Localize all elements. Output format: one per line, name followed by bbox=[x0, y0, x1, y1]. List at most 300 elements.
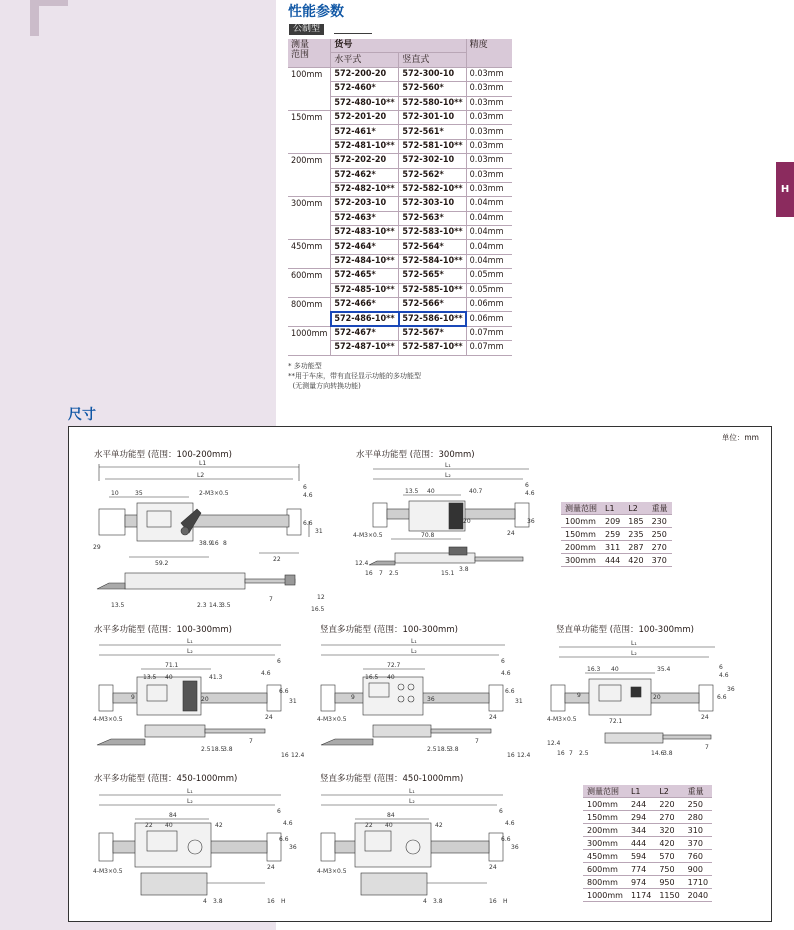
dimension-label: 40 bbox=[611, 666, 619, 673]
dims-cell: 280 bbox=[684, 811, 712, 824]
dimension-label: 9 bbox=[131, 694, 135, 701]
spec-row bbox=[288, 154, 512, 168]
dims-row bbox=[583, 837, 712, 850]
accuracy-cell: 0.03mm bbox=[466, 139, 512, 153]
dimension-label: 36 bbox=[511, 844, 519, 851]
code-h-cell: 572-467* bbox=[331, 326, 399, 340]
dims-row bbox=[583, 863, 712, 876]
dimension-label: 3.8 bbox=[213, 898, 223, 905]
dims-cell: 287 bbox=[624, 541, 647, 554]
code-h-cell: 572-462* bbox=[331, 168, 399, 182]
dimension-label: 16 bbox=[281, 752, 289, 759]
dimension-label: 12 bbox=[317, 594, 325, 601]
dimension-label: 14.6 bbox=[651, 750, 665, 757]
spec-row bbox=[288, 110, 512, 124]
dims-header-cell: 测量范围 bbox=[583, 785, 627, 798]
dims-row bbox=[561, 515, 672, 528]
dimension-label: 42 bbox=[435, 822, 443, 829]
dimension-label: 4 bbox=[203, 898, 207, 905]
accuracy-cell: 0.04mm bbox=[466, 197, 512, 211]
dimension-label: 59.2 bbox=[155, 560, 169, 567]
accuracy-cell: 0.04mm bbox=[466, 226, 512, 240]
dimension-label: 6 bbox=[525, 482, 529, 489]
dimension-label: 8 bbox=[223, 540, 227, 547]
drawing-h-single-300 bbox=[351, 461, 541, 581]
dims-cell: 244 bbox=[627, 798, 655, 811]
dimension-label: L2 bbox=[197, 472, 205, 479]
dimensions-title: 尺寸 bbox=[68, 407, 96, 423]
range-cell: 450mm bbox=[288, 240, 331, 269]
accuracy-cell: 0.06mm bbox=[466, 312, 512, 326]
dims-cell: 294 bbox=[627, 811, 655, 824]
dims-row bbox=[561, 541, 672, 554]
accuracy-cell: 0.07mm bbox=[466, 326, 512, 340]
dimension-label: 31 bbox=[515, 698, 523, 705]
dims-cell: 259 bbox=[601, 528, 624, 541]
header-horizontal: 水平式 bbox=[331, 53, 399, 67]
dimension-label: 2-M3×0.5 bbox=[199, 490, 229, 497]
dimension-label: 4.6 bbox=[283, 820, 293, 827]
dims-cell: 235 bbox=[624, 528, 647, 541]
accuracy-cell: 0.03mm bbox=[466, 96, 512, 110]
dimension-label: 6 bbox=[719, 664, 723, 671]
accuracy-cell: 0.03mm bbox=[466, 168, 512, 182]
dims-header-cell: L1 bbox=[627, 785, 655, 798]
dimension-label: 4.6 bbox=[501, 670, 511, 677]
code-v-cell: 572-564* bbox=[399, 240, 466, 254]
dimension-label: L₂ bbox=[445, 472, 451, 479]
dimension-label: L₂ bbox=[187, 798, 193, 805]
dims-cell: 250 bbox=[684, 798, 712, 811]
code-v-cell: 572-567* bbox=[399, 326, 466, 340]
dimension-label: 4-M3×0.5 bbox=[93, 716, 123, 723]
dimension-label: 2.5 bbox=[201, 746, 211, 753]
code-h-cell: 572-484-10** bbox=[331, 254, 399, 268]
dims-cell: 320 bbox=[655, 824, 683, 837]
code-h-cell: 572-464* bbox=[331, 240, 399, 254]
dimension-label: 4.6 bbox=[303, 492, 313, 499]
dims-cell: 450mm bbox=[583, 850, 627, 863]
dims-row bbox=[583, 811, 712, 824]
dims-cell: 344 bbox=[627, 824, 655, 837]
dimension-label: 24 bbox=[489, 864, 497, 871]
dims-header-cell: 重量 bbox=[648, 502, 672, 515]
dimension-label: 36 bbox=[427, 696, 435, 703]
range-cell: 200mm bbox=[288, 154, 331, 197]
code-v-cell: 572-562* bbox=[399, 168, 466, 182]
dimension-label: 24 bbox=[701, 714, 709, 721]
dimension-label: 6 bbox=[303, 484, 307, 491]
dims-cell: 750 bbox=[655, 863, 683, 876]
spec-row bbox=[288, 326, 512, 340]
dims-cell: 594 bbox=[627, 850, 655, 863]
dimension-label: 4-M3×0.5 bbox=[93, 868, 123, 875]
dimension-label: 12.4 bbox=[517, 752, 531, 759]
code-h-cell: 572-485-10** bbox=[331, 283, 399, 297]
dims-cell: 209 bbox=[601, 515, 624, 528]
dimension-label: 4-M3×0.5 bbox=[317, 716, 347, 723]
drawing-title-5: 竖直单功能型 (范围：100-300mm) bbox=[556, 625, 694, 635]
accuracy-cell: 0.06mm bbox=[466, 298, 512, 312]
dims-row bbox=[583, 889, 712, 902]
dims-cell: 1000mm bbox=[583, 889, 627, 902]
dims-cell: 1710 bbox=[684, 876, 712, 889]
dimension-label: 2.5 bbox=[427, 746, 437, 753]
dimension-label: 7 bbox=[475, 738, 479, 745]
dims-cell: 100mm bbox=[583, 798, 627, 811]
dimension-label: 72.1 bbox=[609, 718, 623, 725]
dimension-label: 16 bbox=[489, 898, 497, 905]
code-h-cell: 572-482-10** bbox=[331, 182, 399, 196]
code-v-cell: 572-560* bbox=[399, 82, 466, 96]
dimension-label: 24 bbox=[267, 864, 275, 871]
dims-cell: 200mm bbox=[583, 824, 627, 837]
dims-row bbox=[561, 528, 672, 541]
dims-cell: 444 bbox=[601, 554, 624, 567]
accuracy-cell: 0.05mm bbox=[466, 269, 512, 283]
dimension-label: 3.8 bbox=[449, 746, 459, 753]
range-cell: 300mm bbox=[288, 197, 331, 240]
dims-cell: 150mm bbox=[583, 811, 627, 824]
dimension-label: 84 bbox=[169, 812, 177, 819]
dimension-label: 6.6 bbox=[505, 688, 515, 695]
dimension-label: 20 bbox=[463, 518, 471, 525]
code-v-cell: 572-585-10** bbox=[399, 283, 466, 297]
code-v-cell: 572-300-10 bbox=[399, 67, 466, 81]
dimension-label: 4.6 bbox=[525, 490, 535, 497]
dims-cell: 150mm bbox=[561, 528, 601, 541]
code-v-cell: 572-587-10** bbox=[399, 341, 466, 355]
dims-cell: 900 bbox=[684, 863, 712, 876]
dimension-label: 40 bbox=[165, 674, 173, 681]
drawing-title-1: 水平单功能型 (范围：100-200mm) bbox=[94, 450, 232, 460]
dimension-label: 16 bbox=[267, 898, 275, 905]
dimension-label: 3.8 bbox=[459, 566, 469, 573]
accuracy-cell: 0.04mm bbox=[466, 211, 512, 225]
dimension-label: H bbox=[503, 898, 508, 905]
dims-header-cell: L2 bbox=[655, 785, 683, 798]
drawing-h-single-100-200 bbox=[89, 461, 329, 617]
dimension-label: 13.5 bbox=[111, 602, 125, 609]
dimension-label: 24 bbox=[489, 714, 497, 721]
dimension-label: 7 bbox=[269, 596, 273, 603]
dimension-label: 4 bbox=[423, 898, 427, 905]
range-cell: 600mm bbox=[288, 269, 331, 298]
code-h-cell: 572-481-10** bbox=[331, 139, 399, 153]
dimension-label: 9 bbox=[351, 694, 355, 701]
accuracy-cell: 0.03mm bbox=[466, 67, 512, 81]
dimension-label: 9 bbox=[577, 692, 581, 699]
dimension-label: L₂ bbox=[187, 648, 193, 655]
code-v-cell: 572-583-10** bbox=[399, 226, 466, 240]
dims-header-cell: L2 bbox=[624, 502, 647, 515]
dims-cell: 185 bbox=[624, 515, 647, 528]
dimension-label: 13.5 bbox=[405, 488, 419, 495]
dims-row bbox=[583, 850, 712, 863]
code-h-cell: 572-200-20 bbox=[331, 67, 399, 81]
drawing-v-multi-450-1000 bbox=[315, 783, 525, 909]
dimension-label: L₂ bbox=[631, 650, 637, 657]
header-code: 货号 bbox=[331, 39, 466, 53]
spec-row bbox=[288, 298, 512, 312]
code-v-cell: 572-582-10** bbox=[399, 182, 466, 196]
dimension-label: 4.6 bbox=[505, 820, 515, 827]
accuracy-cell: 0.05mm bbox=[466, 283, 512, 297]
dims-cell: 444 bbox=[627, 837, 655, 850]
dimension-label: 40 bbox=[387, 674, 395, 681]
dimension-label: 6.6 bbox=[303, 520, 313, 527]
spec-row bbox=[288, 67, 512, 81]
dimension-label: 38.9 bbox=[199, 540, 213, 547]
dimension-label: 36 bbox=[727, 686, 735, 693]
range-cell: 1000mm bbox=[288, 326, 331, 355]
code-h-cell: 572-201-20 bbox=[331, 110, 399, 124]
code-v-cell: 572-561* bbox=[399, 125, 466, 139]
dims-cell: 250 bbox=[648, 528, 672, 541]
dimension-label: 16 bbox=[365, 570, 373, 577]
dims-cell: 1150 bbox=[655, 889, 683, 902]
drawing-title-4: 竖直多功能型 (范围：100-300mm) bbox=[320, 625, 458, 635]
dimension-label: 40.7 bbox=[469, 488, 483, 495]
code-h-cell: 572-461* bbox=[331, 125, 399, 139]
dimension-label: 3.8 bbox=[433, 898, 443, 905]
dimension-label: 31 bbox=[289, 698, 297, 705]
dimension-label: 14.3 bbox=[209, 602, 223, 609]
dimension-label: L₁ bbox=[631, 640, 637, 647]
dimension-label: 7 bbox=[379, 570, 383, 577]
corner-mark-top bbox=[30, 0, 68, 6]
drawing-title-6: 水平多功能型 (范围：450-1000mm) bbox=[94, 774, 238, 784]
dimension-label: L₁ bbox=[187, 788, 193, 795]
dimension-label: 18.5 bbox=[211, 746, 225, 753]
dims-cell: 200mm bbox=[561, 541, 601, 554]
dimension-label: 6 bbox=[277, 808, 281, 815]
dims-cell: 220 bbox=[655, 798, 683, 811]
drawing-h-multi-100-300 bbox=[91, 633, 305, 763]
dimension-label: L₁ bbox=[411, 638, 417, 645]
footnote-3: (无测量方向转换功能) bbox=[288, 382, 361, 390]
drawing-v-single-100-300 bbox=[545, 633, 765, 763]
dims-cell: 310 bbox=[684, 824, 712, 837]
dimension-label: 6 bbox=[501, 658, 505, 665]
dimension-label: 84 bbox=[387, 812, 395, 819]
code-v-cell: 572-563* bbox=[399, 211, 466, 225]
dimension-label: 2.5 bbox=[389, 570, 399, 577]
dimension-label: 12.4 bbox=[291, 752, 305, 759]
drawing-title-7: 竖直多功能型 (范围：450-1000mm) bbox=[320, 774, 464, 784]
code-v-cell: 572-565* bbox=[399, 269, 466, 283]
range-cell: 150mm bbox=[288, 110, 331, 153]
dimension-label: 6.6 bbox=[501, 836, 511, 843]
dims-cell: 800mm bbox=[583, 876, 627, 889]
dims-cell: 270 bbox=[655, 811, 683, 824]
drawing-v-multi-100-300 bbox=[315, 633, 535, 763]
dimension-label: 4-M3×0.5 bbox=[353, 532, 383, 539]
code-v-cell: 572-303-10 bbox=[399, 197, 466, 211]
dims-cell: 230 bbox=[648, 515, 672, 528]
dims-cell: 270 bbox=[648, 541, 672, 554]
dims-row bbox=[583, 824, 712, 837]
section-tab-h[interactable]: H bbox=[776, 162, 794, 217]
accuracy-cell: 0.03mm bbox=[466, 110, 512, 124]
spec-row bbox=[288, 240, 512, 254]
dims-cell: 2040 bbox=[684, 889, 712, 902]
dimension-label: 10 bbox=[111, 490, 119, 497]
accuracy-cell: 0.04mm bbox=[466, 254, 512, 268]
dimension-label: 6.6 bbox=[279, 688, 289, 695]
dimension-label: 16 bbox=[557, 750, 565, 757]
dimension-label: 7 bbox=[705, 744, 709, 751]
dimension-label: 2.5 bbox=[579, 750, 589, 757]
drawing-title-3: 水平多功能型 (范围：100-300mm) bbox=[94, 625, 232, 635]
dimension-label: 16.5 bbox=[311, 606, 325, 613]
dimension-label: 22 bbox=[273, 556, 281, 563]
accuracy-cell: 0.03mm bbox=[466, 125, 512, 139]
code-h-cell: 572-465* bbox=[331, 269, 399, 283]
dimension-label: 2.3 bbox=[197, 602, 207, 609]
dimension-label: 22 bbox=[365, 822, 373, 829]
dimension-label: 12.4 bbox=[547, 740, 561, 747]
code-h-cell: 572-466* bbox=[331, 298, 399, 312]
dimensions-box bbox=[68, 426, 772, 922]
dimension-label: 15.1 bbox=[441, 570, 455, 577]
dims-cell: 420 bbox=[624, 554, 647, 567]
dimension-label: L₁ bbox=[187, 638, 193, 645]
code-h-cell: 572-203-10 bbox=[331, 197, 399, 211]
dimension-label: 7 bbox=[569, 750, 573, 757]
dimension-label: 20 bbox=[201, 696, 209, 703]
dimension-label: 3.8 bbox=[663, 750, 673, 757]
dims-header-cell: L1 bbox=[601, 502, 624, 515]
code-v-cell: 572-584-10** bbox=[399, 254, 466, 268]
unit-label: 单位：mm bbox=[721, 433, 759, 442]
accuracy-cell: 0.03mm bbox=[466, 82, 512, 96]
dimension-label: 6 bbox=[499, 808, 503, 815]
dimension-label: L₁ bbox=[445, 462, 451, 469]
dimension-label: 36 bbox=[289, 844, 297, 851]
code-v-cell: 572-580-10** bbox=[399, 96, 466, 110]
dimension-label: L₂ bbox=[411, 648, 417, 655]
dims-cell: 370 bbox=[684, 837, 712, 850]
dimension-label: 4-M3×0.5 bbox=[547, 716, 577, 723]
code-v-cell: 572-301-10 bbox=[399, 110, 466, 124]
dimension-label: 3.8 bbox=[223, 746, 233, 753]
drawing-h-multi-450-1000 bbox=[91, 783, 301, 909]
code-v-cell: 572-581-10** bbox=[399, 139, 466, 153]
dims-cell: 570 bbox=[655, 850, 683, 863]
dimension-label: 13.5 bbox=[143, 674, 157, 681]
dimension-label: L1 bbox=[199, 460, 207, 467]
dimension-label: 35 bbox=[135, 490, 143, 497]
dims-cell: 974 bbox=[627, 876, 655, 889]
dims-cell: 311 bbox=[601, 541, 624, 554]
dimension-label: 35.4 bbox=[657, 666, 671, 673]
spec-table bbox=[288, 39, 512, 356]
dims-cell: 950 bbox=[655, 876, 683, 889]
dimension-label: 40 bbox=[427, 488, 435, 495]
dims-header-cell: 测量范围 bbox=[561, 502, 601, 515]
dims-cell: 370 bbox=[648, 554, 672, 567]
dims-row bbox=[561, 554, 672, 567]
dimension-label: 6.6 bbox=[279, 836, 289, 843]
range-cell: 800mm bbox=[288, 298, 331, 327]
spec-row bbox=[288, 269, 512, 283]
dimension-label: 71.1 bbox=[165, 662, 179, 669]
dimension-label: 6.6 bbox=[717, 694, 727, 701]
code-h-cell: 572-202-20 bbox=[331, 154, 399, 168]
dimension-label: 6 bbox=[277, 658, 281, 665]
code-v-cell: 572-302-10 bbox=[399, 154, 466, 168]
dims-row bbox=[583, 876, 712, 889]
dims-cell: 300mm bbox=[583, 837, 627, 850]
dimension-label: 16.5 bbox=[365, 674, 379, 681]
dimension-label: 22 bbox=[145, 822, 153, 829]
code-h-cell: 572-483-10** bbox=[331, 226, 399, 240]
code-h-cell: 572-480-10** bbox=[331, 96, 399, 110]
range-cell: 100mm bbox=[288, 67, 331, 110]
dimension-label: 24 bbox=[507, 530, 515, 537]
spec-title: 性能参数 bbox=[288, 4, 344, 20]
dimension-label: 40 bbox=[385, 822, 393, 829]
dimension-label: 7 bbox=[249, 738, 253, 745]
dimension-label: 40 bbox=[165, 822, 173, 829]
dimension-label: 31 bbox=[315, 528, 323, 535]
dimension-label: 36 bbox=[527, 518, 535, 525]
dimension-label: 16.3 bbox=[587, 666, 601, 673]
dims-cell: 300mm bbox=[561, 554, 601, 567]
dims-table-2 bbox=[583, 785, 712, 902]
accuracy-cell: 0.03mm bbox=[466, 154, 512, 168]
dimension-label: 18.5 bbox=[437, 746, 451, 753]
code-v-cell: 572-566* bbox=[399, 298, 466, 312]
footnote-1: * 多功能型 bbox=[288, 362, 322, 370]
code-h-cell: 572-460* bbox=[331, 82, 399, 96]
dimension-label: 16 bbox=[507, 752, 515, 759]
dims-cell: 1174 bbox=[627, 889, 655, 902]
footnote-2: **用于车床，带有直径显示功能的多功能型 bbox=[288, 372, 421, 380]
dimension-label: 24 bbox=[265, 714, 273, 721]
dimension-label: 20 bbox=[653, 694, 661, 701]
spec-row bbox=[288, 197, 512, 211]
dimension-label: 12.4 bbox=[355, 560, 369, 567]
code-h-cell: 572-486-10** bbox=[331, 312, 399, 326]
dims-cell: 100mm bbox=[561, 515, 601, 528]
dims-cell: 760 bbox=[684, 850, 712, 863]
dimension-label: 42 bbox=[215, 822, 223, 829]
dims-row bbox=[583, 798, 712, 811]
dimension-label: L₂ bbox=[409, 798, 415, 805]
dimension-label: L₁ bbox=[409, 788, 415, 795]
accuracy-cell: 0.03mm bbox=[466, 182, 512, 196]
accuracy-cell: 0.07mm bbox=[466, 341, 512, 355]
dimension-label: 29 bbox=[93, 544, 101, 551]
dimension-label: 4-M3×0.5 bbox=[317, 868, 347, 875]
code-h-cell: 572-487-10** bbox=[331, 341, 399, 355]
header-accuracy: 精度 bbox=[466, 39, 512, 67]
code-h-cell: 572-463* bbox=[331, 211, 399, 225]
dims-cell: 774 bbox=[627, 863, 655, 876]
dimension-label: 4.6 bbox=[261, 670, 271, 677]
code-v-cell: 572-586-10** bbox=[399, 312, 466, 326]
dims-table-1 bbox=[561, 502, 672, 567]
header-range: 测量 范围 bbox=[288, 39, 331, 67]
metric-tag: 公制型 bbox=[289, 24, 324, 35]
dimension-label: 16 bbox=[211, 540, 219, 547]
drawing-title-2: 水平单功能型 (范围：300mm) bbox=[356, 450, 475, 460]
dimension-label: 4.6 bbox=[719, 672, 729, 679]
dimension-label: 72.7 bbox=[387, 662, 401, 669]
header-vertical: 竖直式 bbox=[399, 53, 466, 67]
